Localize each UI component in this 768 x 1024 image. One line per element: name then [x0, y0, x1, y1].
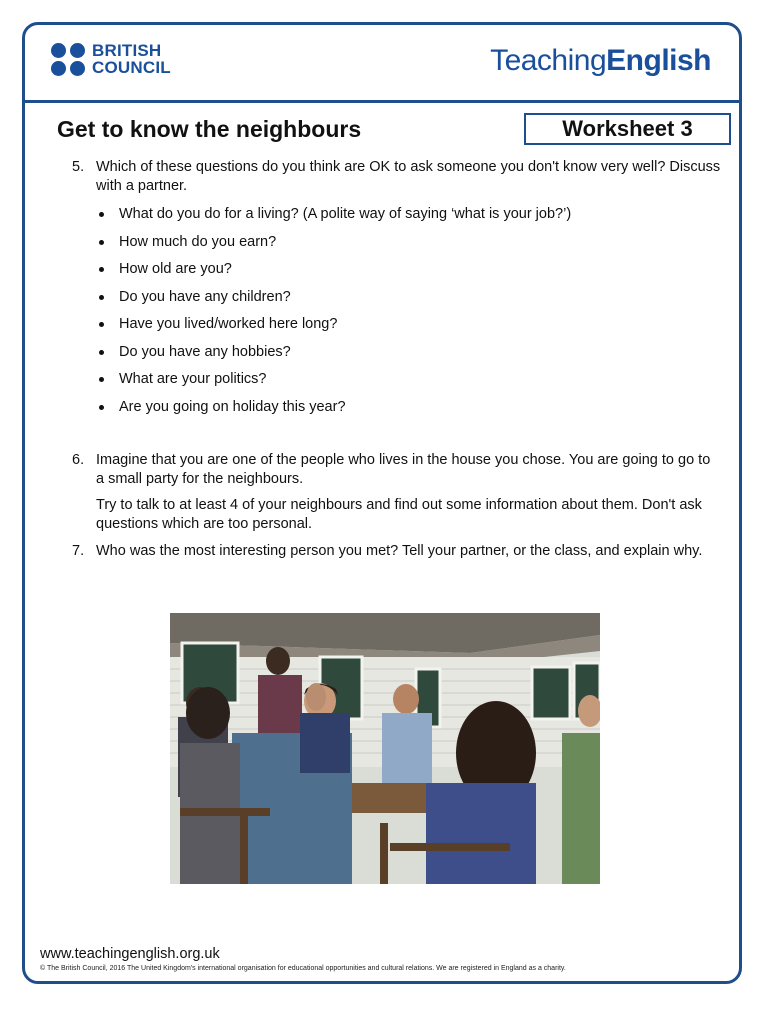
- question-number: 7.: [72, 543, 85, 559]
- question-text: Who was the most interesting person you met? Tell your partner, or the class, and explain why.: [96, 543, 703, 559]
- list-item: Do you have any children?: [97, 288, 571, 316]
- list-item: Are you going on holiday this year?: [97, 398, 571, 426]
- header-divider: [22, 100, 742, 103]
- footer-url[interactable]: www.teachingenglish.org.uk: [40, 946, 220, 962]
- british-council-dots-icon: [51, 43, 86, 76]
- question-6-instruction: Try to talk to at least 4 of your neighbours and find out some information about them. Don't ask questions which are too personal.: [96, 497, 702, 532]
- question-5: [72, 158, 722, 196]
- footer-copyright: © The British Council, 2016 The United Kingdom's international organisation for educational opportunities and cultural relations. We are registered in England as a charity.: [40, 965, 566, 972]
- list-item: Do you have any hobbies?: [97, 343, 571, 371]
- british-council-wordmark: [92, 42, 171, 76]
- question-number: 5.: [72, 159, 85, 175]
- list-item: How much do you earn?: [97, 233, 571, 261]
- question-text: Imagine that you are one of the people who lives in the house you chose. You are going to go to a small party for the neighbours.: [96, 452, 711, 487]
- page-title: Get to know the neighbours: [57, 116, 362, 142]
- question-7: [72, 542, 722, 561]
- question-6: [72, 451, 722, 489]
- question-number: 6.: [72, 452, 85, 468]
- worksheet-label: Worksheet 3: [524, 113, 731, 145]
- list-item: Have you lived/worked here long?: [97, 315, 571, 343]
- brand-line-1: BRITISH: [92, 41, 162, 60]
- list-item: How old are you?: [97, 260, 571, 288]
- question-5-list: [97, 205, 571, 425]
- question-text: Which of these questions do you think are OK to ask someone you don't know very well? Discuss with a partner.: [96, 159, 721, 194]
- logo-light-part: Teaching: [490, 44, 607, 77]
- logo-bold-part: English: [606, 44, 711, 77]
- british-council-logo: [51, 42, 171, 76]
- list-item: What do you do for a living? (A polite way of saying ‘what is your job?’): [97, 205, 571, 233]
- teaching-english-logo: [490, 44, 711, 78]
- party-photo-illustration: [170, 613, 600, 884]
- list-item: What are your politics?: [97, 370, 571, 398]
- brand-line-2: COUNCIL: [92, 58, 171, 77]
- party-photo: [170, 613, 600, 884]
